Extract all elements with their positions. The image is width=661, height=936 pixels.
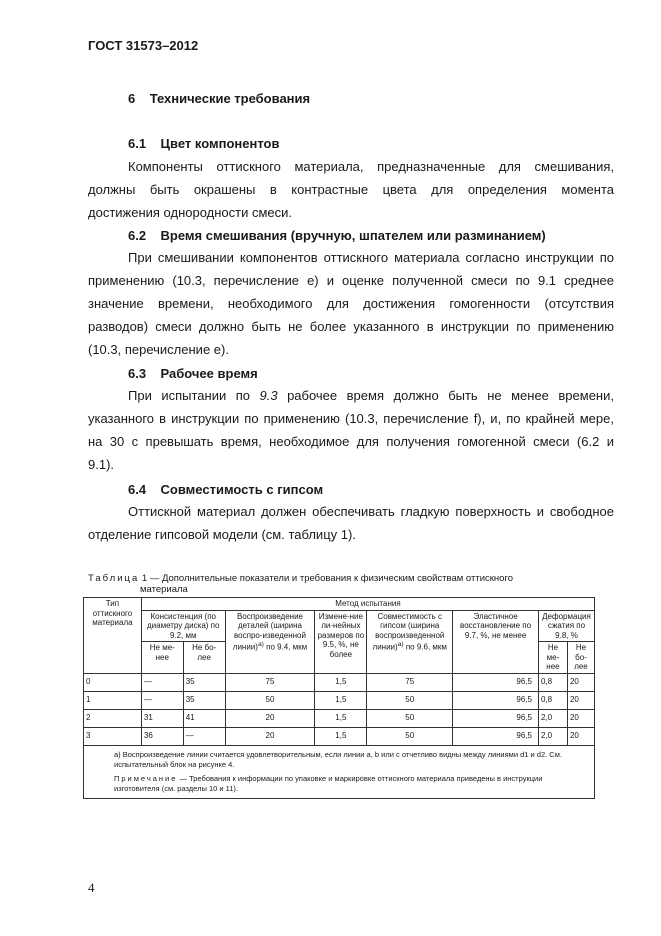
cell-gypsum: 50 xyxy=(367,691,453,709)
text-line: значение времени, необходимого для достижения гомогенности (отсутствия xyxy=(88,296,614,311)
text-line: должны быть окрашены в контрастные цвета для определения момента xyxy=(88,182,614,197)
text-line: на 30 с превышать время, необходимое для получения гомогенной смеси (6.2 и xyxy=(88,434,614,449)
cell-def-min: 0,8 xyxy=(538,691,567,709)
cell-elastic: 96,5 xyxy=(453,709,539,727)
page-number: 4 xyxy=(88,880,95,895)
text-line xyxy=(88,384,614,407)
cell-cons-max: — xyxy=(183,727,225,745)
footnote-marker: а) xyxy=(257,641,264,648)
cell-detail: 20 xyxy=(225,727,315,745)
col-header-consistency: Консистенция (по диаметру диска) по 9.2, мм xyxy=(141,610,225,642)
text-line: разводов) смеси должно быть не более указанного в инструкции по применению xyxy=(88,319,614,334)
cell-cons-max: 35 xyxy=(183,673,225,691)
col-header-deformation: Деформация сжатия по 9.8, % xyxy=(538,610,594,642)
section-number: 6 xyxy=(128,91,136,106)
text-line: (10.3, перечисление е). xyxy=(88,342,229,357)
table-row xyxy=(84,691,595,709)
cell-def-min: 2,0 xyxy=(538,709,567,727)
subsection-number: 6.3 xyxy=(128,366,147,381)
table-notes-row xyxy=(84,745,595,798)
subsection-6-4-heading xyxy=(128,482,323,497)
cell-linear: 1,5 xyxy=(315,691,367,709)
cell-gypsum: 50 xyxy=(367,727,453,745)
subsection-title: Время смешивания (вручную, шпателем или разминанием) xyxy=(160,228,546,243)
text-run: рабочее время должно быть не менее времени, xyxy=(287,388,614,403)
table-caption-number: 1 xyxy=(141,573,148,584)
cell-cons-min: 31 xyxy=(141,709,183,727)
table-notes xyxy=(84,745,595,798)
text-line: 9.1). xyxy=(88,457,115,472)
col-header-detail xyxy=(225,610,315,673)
text-line: указанного в инструкции по применению (10.3, перечисление f), и, по крайней мере, xyxy=(88,411,614,426)
header-text: Воспроизведение деталей (ширина воспро-изведенной линии) xyxy=(232,611,306,652)
cell-type: 2 xyxy=(84,709,142,727)
subsection-number: 6.1 xyxy=(128,136,147,151)
note-text: — Требования к информации по упаковке и маркировке оттискного материала приведены в инструкции изготовителя (см. разделы 10 и 11). xyxy=(114,773,543,793)
col-header-gypsum xyxy=(367,610,453,673)
cell-def-max: 20 xyxy=(567,673,594,691)
cell-linear: 1,5 xyxy=(315,709,367,727)
col-header-type: Тип оттискного материала xyxy=(84,598,142,674)
paragraph-6-1 xyxy=(88,155,614,224)
paragraph-6-3 xyxy=(88,384,614,476)
header-text: по 9.4, мкм xyxy=(266,642,308,652)
table-row xyxy=(84,673,595,691)
cell-type: 3 xyxy=(84,727,142,745)
clause-reference: 9.3 xyxy=(259,388,278,403)
table-header-row xyxy=(84,598,595,611)
section-6-heading xyxy=(128,91,310,106)
col-header-def-max: Не бо-лее xyxy=(567,642,594,674)
text-run: При испытании по xyxy=(128,388,250,403)
header-text: Совместимость с гипсом (ширина воспроизведенной линии) xyxy=(372,611,445,652)
table-caption-label: Таблица xyxy=(88,573,140,584)
subsection-title: Цвет компонентов xyxy=(160,136,280,151)
cell-def-max: 20 xyxy=(567,691,594,709)
cell-def-max: 20 xyxy=(567,727,594,745)
cell-linear: 1,5 xyxy=(315,673,367,691)
cell-gypsum: 50 xyxy=(367,709,453,727)
cell-def-max: 20 xyxy=(567,709,594,727)
table-caption-text: — Дополнительные показатели и требования к физическим свойствам оттискного xyxy=(149,573,513,584)
cell-elastic: 96,5 xyxy=(453,727,539,745)
cell-linear: 1,5 xyxy=(315,727,367,745)
subsection-title: Рабочее время xyxy=(160,366,258,381)
footnote-marker: а) xyxy=(397,641,404,648)
subsection-title: Совместимость с гипсом xyxy=(160,482,324,497)
section-title: Технические требования xyxy=(149,91,311,106)
paragraph-6-4 xyxy=(88,500,614,546)
paragraph-6-2 xyxy=(88,246,614,361)
col-header-elastic: Эластичное восстановление по 9.7, %, не менее xyxy=(453,610,539,673)
col-header-cons-min: Не ме-нее xyxy=(141,642,183,674)
cell-def-min: 0,8 xyxy=(538,673,567,691)
cell-elastic: 96,5 xyxy=(453,673,539,691)
cell-type: 1 xyxy=(84,691,142,709)
cell-def-min: 2,0 xyxy=(538,727,567,745)
table-row xyxy=(84,727,595,745)
requirements-table xyxy=(83,597,595,799)
cell-cons-min: 36 xyxy=(141,727,183,745)
text-line: Оттискной материал должен обеспечивать гладкую поверхность и свободное xyxy=(128,504,614,519)
table-row xyxy=(84,709,595,727)
col-header-def-min: Не ме-нее xyxy=(538,642,567,674)
cell-type: 0 xyxy=(84,673,142,691)
note-label: Примечание xyxy=(114,773,178,783)
subsection-number: 6.2 xyxy=(128,228,147,243)
text-line: Компоненты оттискного материала, предназначенные для смешивания, xyxy=(128,159,614,174)
text-line: достижения однородности смеси. xyxy=(88,205,293,220)
text-line: применению (10.3, перечисление е) и оценке полученной смеси по 9.1 среднее xyxy=(88,273,614,288)
header-text: по 9.6, мкм xyxy=(405,642,447,652)
table-caption-text-cont: материала xyxy=(140,584,188,595)
subsection-6-2-heading xyxy=(128,228,546,243)
document-header: ГОСТ 31573–2012 xyxy=(88,38,199,53)
cell-gypsum: 75 xyxy=(367,673,453,691)
table-header-row xyxy=(84,610,595,642)
cell-detail: 75 xyxy=(225,673,315,691)
cell-cons-min: — xyxy=(141,691,183,709)
col-header-linear: Измене-ние ли-нейных размеров по 9.5, %, не более xyxy=(315,610,367,673)
table-footnote: а) Воспроизведение линии считается удовлетворительным, если линии a, b или c отчетливо видны между линиями d1 и d2. См. испытательный блок на рисунке 4. xyxy=(114,749,562,769)
cell-cons-max: 41 xyxy=(183,709,225,727)
subsection-6-1-heading xyxy=(128,136,279,151)
col-header-cons-max: Не бо-лее xyxy=(183,642,225,674)
cell-detail: 50 xyxy=(225,691,315,709)
subsection-number: 6.4 xyxy=(128,482,147,497)
cell-cons-min: — xyxy=(141,673,183,691)
table-caption xyxy=(88,573,608,595)
cell-elastic: 96,5 xyxy=(453,691,539,709)
table-note xyxy=(90,774,588,794)
subsection-6-3-heading xyxy=(128,366,258,381)
col-header-method: Метод испытания xyxy=(141,598,594,611)
cell-detail: 20 xyxy=(225,709,315,727)
text-line: отделение гипсовой модели (см. таблицу 1). xyxy=(88,527,356,542)
text-line: При смешивании компонентов оттискного материала согласно инструкции по xyxy=(128,250,614,265)
cell-cons-max: 35 xyxy=(183,691,225,709)
